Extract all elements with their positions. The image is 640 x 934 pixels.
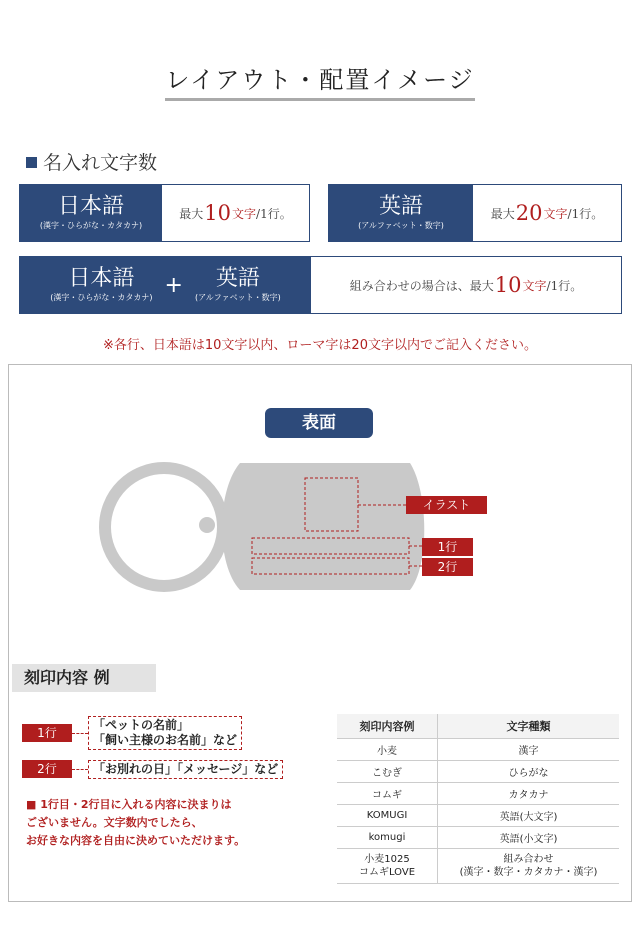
section-heading-text: 名入れ文字数 xyxy=(43,152,158,174)
limit-prefix: 最大 xyxy=(179,206,204,221)
section-heading xyxy=(26,148,157,175)
page-title: レイアウト・配置イメージ xyxy=(165,66,475,94)
line2-tag: 2行 xyxy=(422,558,473,576)
japanese-label: 日本語 xyxy=(57,194,124,219)
face-label: 表面 xyxy=(265,408,373,438)
english-sublabel: (アルファベット・数字) xyxy=(358,221,444,230)
character-limit-note: ※各行、日本語は10文字以内、ローマ字は20文字以内でご記入ください。 xyxy=(103,338,537,353)
english-label: 英語 xyxy=(215,266,260,291)
title-underline xyxy=(165,98,475,101)
table-header: 刻印内容例 xyxy=(337,714,438,739)
table-header: 文字種類 xyxy=(438,714,620,739)
example-line1-text-b: 「飼い主様のお名前」など xyxy=(93,733,238,747)
line1-tag: 1行 xyxy=(422,538,473,556)
english-label-panel xyxy=(329,185,473,241)
table-header-row xyxy=(337,714,619,739)
limit-unit: 文字 xyxy=(543,206,568,221)
japanese-label: 日本語 xyxy=(68,266,135,291)
table-row: コムギ カタカナ xyxy=(337,783,619,805)
japanese-limit-info xyxy=(162,185,309,241)
example-line1-tag: 1行 xyxy=(22,724,72,742)
japanese-limit-box xyxy=(19,184,310,242)
example-line2-box: 「お別れの日」「メッセージ」など xyxy=(88,760,283,779)
japanese-sublabel: (漢字・ひらがな・カタカナ) xyxy=(39,221,143,230)
combined-limit-box xyxy=(19,256,622,314)
english-label: 英語 xyxy=(378,194,423,219)
limit-suffix: /1行。 xyxy=(567,206,604,221)
japanese-label-panel xyxy=(20,185,162,241)
combined-limit-info xyxy=(311,257,621,313)
english-limit-box xyxy=(328,184,622,242)
ring-connector xyxy=(199,517,215,533)
example-note-line: ■ 1行目・2行目に入れる内容に決まりは xyxy=(26,798,232,811)
plus-icon: + xyxy=(164,272,183,298)
example-note xyxy=(26,796,326,850)
example-line1-leader xyxy=(72,733,88,734)
limit-unit: 文字 xyxy=(522,278,547,293)
table-row: KOMUGI 英語(大文字) xyxy=(337,805,619,827)
illustration-tag: イラスト xyxy=(406,496,487,514)
japanese-sublabel: (漢字・ひらがな・カタカナ) xyxy=(50,293,153,302)
example-note-line: ございません。文字数内でしたら、 xyxy=(26,816,203,829)
tag-plate xyxy=(222,463,424,590)
limit-number: 10 xyxy=(494,273,522,297)
limit-prefix: 最大 xyxy=(490,206,515,221)
example-note-line: お好きな内容を自由に決めていただけます。 xyxy=(26,834,246,847)
example-table xyxy=(337,714,619,884)
combined-label-panel xyxy=(20,257,311,313)
example-line1-box xyxy=(88,716,242,750)
example-line1-text-a: 「ペットの名前」 xyxy=(93,718,190,732)
limit-number: 10 xyxy=(204,201,232,225)
square-bullet-icon xyxy=(26,157,37,168)
limit-suffix: /1行。 xyxy=(546,278,583,293)
table-row: komugi 英語(小文字) xyxy=(337,827,619,849)
keychain-diagram xyxy=(80,455,500,605)
limit-unit: 文字 xyxy=(232,206,257,221)
table-row: 小麦1025 コムギLOVE 組み合わせ (漢字・数字・カタカナ・漢字) xyxy=(337,849,619,884)
english-sublabel: (アルファベット・数字) xyxy=(194,293,281,302)
table-row: こむぎ ひらがな xyxy=(337,761,619,783)
limit-number: 20 xyxy=(515,201,543,225)
example-title: 刻印内容 例 xyxy=(12,664,156,692)
example-line2-leader xyxy=(72,769,88,770)
table-row: 小麦 漢字 xyxy=(337,739,619,761)
example-line2-tag: 2行 xyxy=(22,760,72,778)
english-limit-info xyxy=(473,185,621,241)
limit-suffix: /1行。 xyxy=(256,206,292,221)
limit-prefix: 組み合わせの場合は、最大 xyxy=(349,278,494,293)
